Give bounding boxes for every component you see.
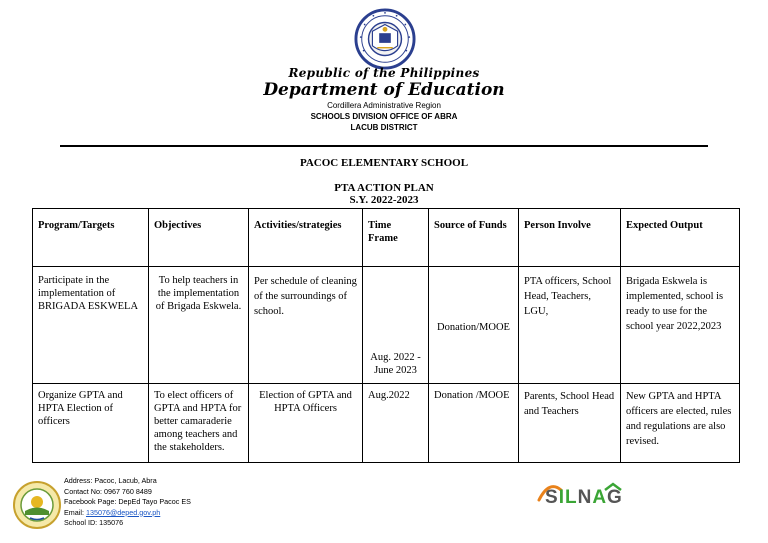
- cell-persons: Parents, School Head and Teachers: [519, 384, 621, 463]
- school-year: S.Y. 2022-2023: [349, 194, 419, 206]
- cell-output: New GPTA and HPTA officers are elected, rules and regulations are also revised.: [621, 384, 740, 463]
- col-header-program: Program/Targets: [33, 209, 149, 267]
- footer-email-label: Email:: [64, 507, 86, 517]
- district-label: LACUB DISTRICT: [350, 123, 418, 132]
- department-heading: Department of Education: [263, 80, 505, 100]
- footer-email-link[interactable]: 135076@deped.gov.ph: [85, 507, 161, 517]
- footer-facebook: Facebook Page: DepEd Tayo Pacoc ES: [64, 497, 191, 506]
- school-name: PACOC ELEMENTARY SCHOOL: [299, 157, 469, 169]
- header-divider: [60, 145, 708, 147]
- col-header-activities: Activities/strategies: [249, 209, 363, 267]
- region-label: Cordillera Administrative Region: [327, 101, 441, 110]
- action-plan-table: [32, 208, 740, 463]
- table-row: [33, 384, 740, 463]
- col-header-objectives: Objectives: [149, 209, 249, 267]
- footer-email-line: [64, 508, 191, 519]
- cell-program: Participate in the implementation of BRIGADA ESKWELA: [33, 267, 149, 384]
- cell-funds: Donation /MOOE: [429, 384, 519, 463]
- svg-text:SILNAG: SILNAG: [545, 487, 623, 508]
- cell-output: Brigada Eskwela is implemented, school is ready to use for the school year 2022,2023: [621, 267, 740, 384]
- col-header-funds: Source of Funds: [429, 209, 519, 267]
- table-row: [33, 267, 740, 384]
- footer-school-id: School ID: 135076: [64, 518, 124, 527]
- cell-activity: Per schedule of cleaning of the surroundings of school.: [249, 267, 363, 384]
- cell-time-frame: Aug. 2022 - June 2023: [363, 267, 429, 384]
- republic-heading: Republic of the Philippines: [288, 66, 480, 80]
- cell-program: Organize GPTA and HPTA Election of officers: [33, 384, 149, 463]
- col-header-output: Expected Output: [621, 209, 740, 267]
- table-header-row: [33, 209, 740, 267]
- division-label: SCHOOLS DIVISION OFFICE OF ABRA: [310, 112, 458, 121]
- footer-contact-block: [64, 476, 191, 529]
- deped-seal-logo: [354, 8, 416, 70]
- cell-objective: To elect officers of GPTA and HPTA for better camaraderie among teachers and the stakeholders.: [149, 384, 249, 463]
- col-header-persons: Person Involve: [519, 209, 621, 267]
- document-title: PTA ACTION PLAN: [334, 182, 434, 194]
- cell-time-frame: Aug.2022: [363, 384, 429, 463]
- silnag-logo: [535, 478, 647, 508]
- cell-funds: Donation/MOOE: [429, 267, 519, 384]
- cell-activity: Election of GPTA and HPTA Officers: [249, 384, 363, 463]
- cell-persons: PTA officers, School Head, Teachers, LGU,: [519, 267, 621, 384]
- footer-address: Address: Pacoc, Lacub, Abra: [64, 476, 157, 485]
- col-header-time-frame: Time Frame: [363, 209, 429, 267]
- cell-objective: To help teachers in the implementation of Brigada Eskwela.: [149, 267, 249, 384]
- school-seal-logo: [12, 480, 62, 530]
- footer-contact: Contact No: 0967 760 8489: [64, 486, 152, 496]
